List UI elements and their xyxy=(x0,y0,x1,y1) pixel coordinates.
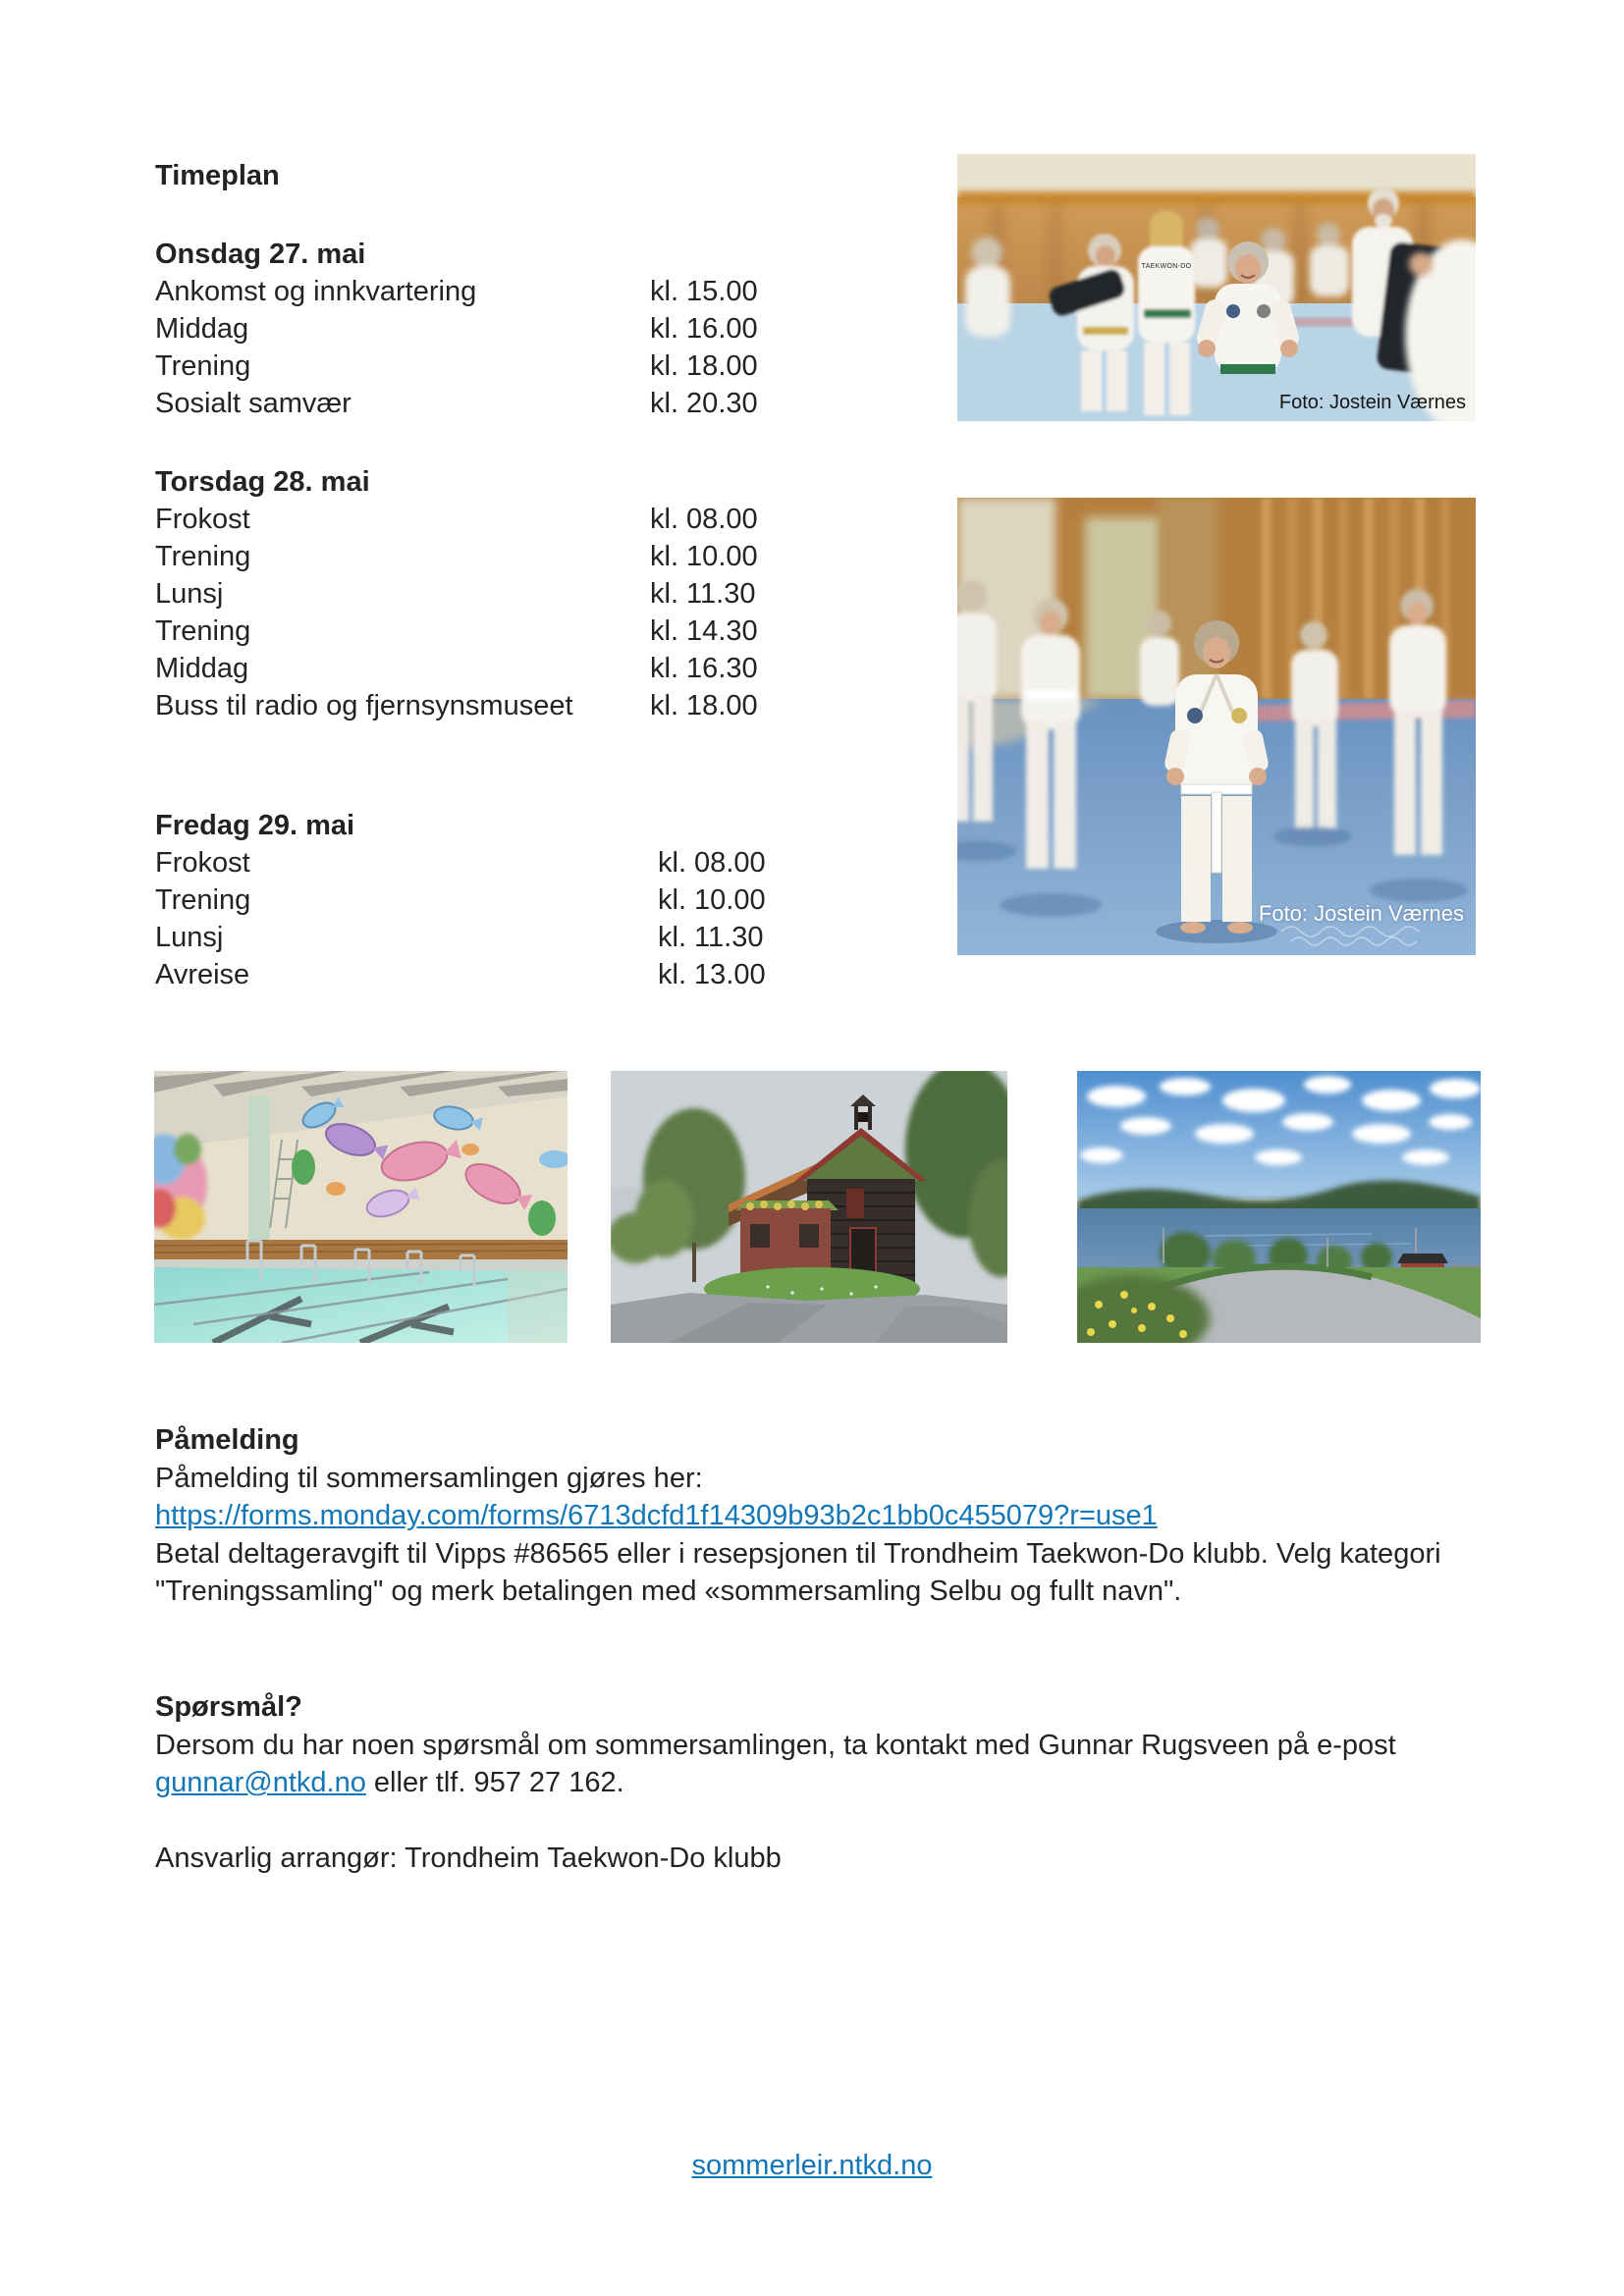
activity-time: kl. 10.00 xyxy=(658,884,766,916)
schedule-row xyxy=(155,347,862,385)
page-footer xyxy=(0,2146,1624,2185)
registration-section xyxy=(155,1421,1481,1611)
schedule-row xyxy=(155,273,862,310)
activity-label: Trening xyxy=(155,615,251,647)
schedule-row xyxy=(155,538,862,575)
uniform-back-text: TAEKWON-DO xyxy=(1141,263,1192,270)
organizer-line: Ansvarlig arrangør: Trondheim Taekwon-Do klubb xyxy=(155,1842,782,1874)
activity-label: Middag xyxy=(155,653,249,684)
activity-label: Trening xyxy=(155,350,251,382)
activity-label: Middag xyxy=(155,313,249,345)
activity-time: kl. 11.30 xyxy=(650,578,756,610)
activity-time: kl. 16.00 xyxy=(650,313,758,345)
page-title: Timeplan xyxy=(155,160,280,191)
photo-taekwondo-group xyxy=(957,498,1476,955)
activity-time: kl. 20.30 xyxy=(650,388,758,419)
activity-time: kl. 18.00 xyxy=(650,690,758,721)
photo-credit-caption: Foto: Jostein Værnes xyxy=(1278,392,1466,413)
contact-email-link[interactable]: gunnar@ntkd.no xyxy=(155,1767,366,1798)
photo-credit-caption: Foto: Jostein Værnes xyxy=(1258,901,1464,926)
activity-time: kl. 18.00 xyxy=(650,350,758,382)
schedule-row xyxy=(155,613,862,650)
schedule-row xyxy=(155,687,862,724)
photo-fjord-landscape-illustration xyxy=(1077,1071,1481,1343)
activity-label: Buss til radio og fjernsynsmuseet xyxy=(155,690,573,721)
activity-time: kl. 13.00 xyxy=(658,959,766,990)
photo-taekwondo-training-illustration xyxy=(957,154,1476,421)
photo-sod-roof-building-illustration xyxy=(611,1071,1007,1343)
day-title: Fredag 29. mai xyxy=(155,810,355,841)
schedule-day-fredag xyxy=(155,807,862,993)
registration-form-link[interactable]: https://forms.monday.com/forms/6713dcfd1f14309b93b2c1bb0c455079?r=use1 xyxy=(155,1500,1158,1531)
photo-taekwondo-training xyxy=(957,154,1476,421)
activity-time: kl. 08.00 xyxy=(650,504,758,535)
registration-payment-info: Betal deltageravgift til Vipps #86565 eller i resepsjonen til Trondheim Taekwon-Do klubb. Velg kategori "Treningssamling" og merk betalingen med «sommersamling Selbu og fullt navn". xyxy=(155,1537,1441,1607)
questions-body xyxy=(155,1727,1481,1802)
photo-sod-roof-building xyxy=(611,1071,1007,1343)
registration-heading: Påmelding xyxy=(155,1424,299,1456)
activity-label: Ankomst og innkvartering xyxy=(155,276,477,307)
schedule-row xyxy=(155,501,862,538)
activity-time: kl. 11.30 xyxy=(658,922,764,953)
schedule-row xyxy=(155,385,862,422)
questions-text-before-email: Dersom du har noen spørsmål om sommersamlingen, ta kontakt med Gunnar Rugsveen på e-post xyxy=(155,1729,1396,1761)
day-title: Onsdag 27. mai xyxy=(155,239,366,270)
activity-time: kl. 10.00 xyxy=(650,541,758,572)
questions-text-after-email: eller tlf. 957 27 162. xyxy=(365,1767,624,1798)
schedule-row xyxy=(155,956,862,993)
activity-time: kl. 08.00 xyxy=(658,847,766,879)
schedule-row xyxy=(155,575,862,613)
photo-swimming-pool-illustration xyxy=(154,1071,568,1343)
schedule-day-torsdag xyxy=(155,463,862,724)
photo-swimming-pool xyxy=(154,1071,568,1343)
activity-time: kl. 14.30 xyxy=(650,615,758,647)
spacer xyxy=(155,1802,1481,1841)
activity-label: Sosialt samvær xyxy=(155,388,352,419)
schedule-day-onsdag xyxy=(155,236,862,422)
activity-time: kl. 15.00 xyxy=(650,276,758,307)
schedule-row xyxy=(155,650,862,687)
registration-intro: Påmelding til sommersamlingen gjøres her: xyxy=(155,1462,703,1494)
activity-label: Frokost xyxy=(155,504,250,535)
activity-label: Lunsj xyxy=(155,922,224,953)
activity-label: Avreise xyxy=(155,959,250,990)
schedule-row xyxy=(155,919,862,956)
photo-fjord-landscape xyxy=(1077,1071,1481,1343)
schedule-row xyxy=(155,881,862,919)
activity-time: kl. 16.30 xyxy=(650,653,758,684)
questions-heading: Spørsmål? xyxy=(155,1691,302,1723)
footer-site-link[interactable]: sommerleir.ntkd.no xyxy=(691,2150,933,2181)
activity-label: Trening xyxy=(155,541,251,572)
activity-label: Frokost xyxy=(155,847,250,879)
activity-label: Trening xyxy=(155,884,251,916)
schedule-row xyxy=(155,844,862,881)
questions-section xyxy=(155,1688,1481,1878)
day-title: Torsdag 28. mai xyxy=(155,466,370,498)
photo-taekwondo-group-illustration xyxy=(957,498,1476,955)
schedule-row xyxy=(155,310,862,347)
activity-label: Lunsj xyxy=(155,578,224,610)
